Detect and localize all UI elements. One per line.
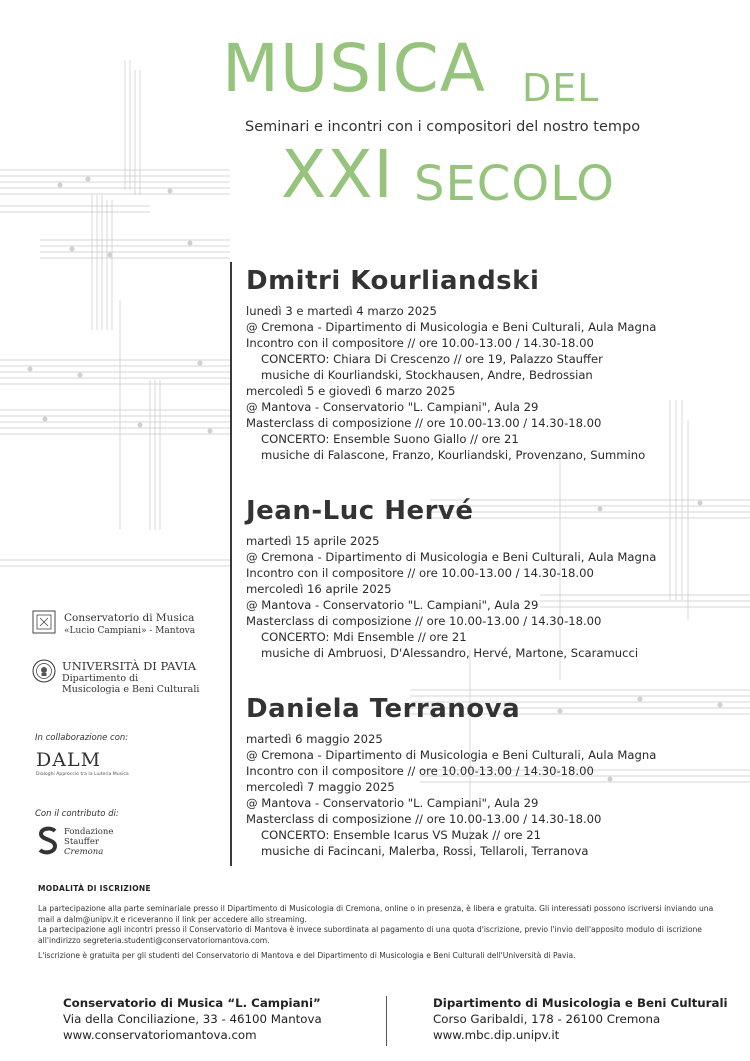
event-concert: CONCERTO: Chiara Di Crescenzo // ore 19, Palazzo Stauffer — [261, 352, 603, 366]
footer-right-website[interactable]: www.mbc.dip.unipv.it — [433, 1028, 560, 1042]
fondazione-line1: Fondazione — [64, 827, 114, 837]
modalita-paragraph-2: La partecipazione agli incontri presso il Conservatorio di Mantova è invece subordinata al pagamento di una quota d'iscrizione, previo l'invio dell'apposito modulo di iscrizione all'indirizzo segreteria.studenti@conservatoriomantova.com. — [38, 925, 702, 945]
event-place: @ Cremona - Dipartimento di Musicologia e Beni Culturali, Aula Magna — [246, 320, 657, 334]
event-music: musiche di Ambruosi, D'Alessandro, Hervé, Martone, Scaramucci — [261, 646, 639, 660]
footer-left — [63, 995, 322, 1043]
title-musica — [222, 30, 486, 107]
event-activity: Incontro con il compositore // ore 10.00-13.00 / 14.30-18.00 — [246, 764, 594, 778]
footer-left-website[interactable]: www.conservatoriomantova.com — [63, 1028, 257, 1042]
unipv-dept-line1: Dipartimento di — [62, 673, 139, 684]
event-place: @ Mantova - Conservatorio "L. Campiani", Aula 29 — [246, 400, 539, 414]
composer-name-herve: Jean-Luc Hervé — [246, 496, 474, 526]
event-activity: Incontro con il compositore // ore 10.00-13.00 / 14.30-18.00 — [246, 336, 594, 350]
modalita-title: MODALITÀ DI ISCRIZIONE — [38, 884, 151, 893]
dalm-logo — [36, 749, 129, 777]
dalm-subline: Dialoghi Approccio tra la Liuteria Musica — [36, 772, 129, 777]
unipv-name: UNIVERSITÀ DI PAVIA — [62, 659, 197, 673]
footer-right — [433, 995, 728, 1043]
event-date: mercoledì 16 aprile 2025 — [246, 582, 392, 596]
event-music: musiche di Kourliandski, Stockhausen, Andre, Bedrossian — [261, 368, 593, 382]
title-word-del: DEL — [522, 66, 600, 110]
modalita-paragraph-3: L'iscrizione è gratuita per gli studenti del Conservatorio di Mantova e del Dipartimento di Musicologia e Beni Culturali dell'Università di Pavia. — [38, 951, 576, 960]
title-secolo — [414, 158, 615, 210]
unipv-dept-line2: Musicologia e Beni Culturali — [62, 684, 200, 695]
event-date: mercoledì 5 e giovedì 6 marzo 2025 — [246, 384, 456, 398]
event-place: @ Mantova - Conservatorio "L. Campiani", Aula 29 — [246, 796, 539, 810]
event-date: lunedì 3 e martedì 4 marzo 2025 — [246, 304, 437, 318]
event-date: martedì 6 maggio 2025 — [246, 732, 383, 746]
conservatorio-emblem-icon — [32, 610, 56, 634]
event-concert: CONCERTO: Mdi Ensemble // ore 21 — [261, 630, 467, 644]
conservatorio-subname: «Lucio Campiani» - Mantova — [64, 626, 196, 636]
event-place: @ Cremona - Dipartimento di Musicologia e Beni Culturali, Aula Magna — [246, 748, 657, 762]
title-word-musica: MUSICA — [222, 30, 486, 107]
footer-right-address: Corso Garibaldi, 178 - 26100 Cremona — [433, 1012, 661, 1026]
title-xxi — [281, 136, 394, 213]
event-date: martedì 15 aprile 2025 — [246, 534, 380, 548]
footer-right-name: Dipartimento di Musicologia e Beni Culturali — [433, 996, 728, 1010]
conservatorio-name: Conservatorio di Musica — [64, 612, 195, 624]
modalita-paragraph-1: La partecipazione alla parte seminariale presso il Dipartimento di Musicologia di Cremona, online o in presenza, è libera e gratuita. Gli interessati possono iscriversi inviando una mail a dalm@unipv.it e riceveranno il link per accedere allo streaming. — [38, 904, 714, 924]
event-activity: Masterclass di composizione // ore 10.00-13.00 / 14.30-18.00 — [246, 812, 602, 826]
dalm-wordmark: DALM — [36, 749, 102, 771]
event-activity: Masterclass di composizione // ore 10.00-13.00 / 14.30-18.00 — [246, 614, 602, 628]
event-date: mercoledì 7 maggio 2025 — [246, 780, 395, 794]
event-activity: Masterclass di composizione // ore 10.00-13.00 / 14.30-18.00 — [246, 416, 602, 430]
fondazione-line2: Stauffer — [64, 837, 99, 847]
event-music: musiche di Falascone, Franzo, Kourliandski, Provenzano, Summino — [261, 448, 646, 462]
composer-name-terranova: Daniela Terranova — [246, 694, 521, 724]
footer-divider — [386, 996, 387, 1046]
unipv-seal-icon — [32, 659, 56, 683]
composer-events-kourliandski — [246, 303, 656, 463]
fondazione-s-icon — [36, 826, 60, 856]
event-activity: Incontro con il compositore // ore 10.00-13.00 / 14.30-18.00 — [246, 566, 594, 580]
event-place: @ Cremona - Dipartimento di Musicologia e Beni Culturali, Aula Magna — [246, 550, 657, 564]
composer-events-terranova — [246, 731, 656, 859]
title-word-secolo: SECOLO — [414, 156, 615, 212]
composer-events-herve — [246, 533, 656, 661]
contrib-label: Con il contributo di: — [35, 809, 119, 819]
vertical-divider — [230, 262, 232, 866]
collab-label: In collaborazione con: — [35, 733, 129, 743]
event-concert: CONCERTO: Ensemble Icarus VS Muzak // ore 21 — [261, 828, 541, 842]
footer-left-address: Via della Conciliazione, 33 - 46100 Mantova — [63, 1012, 322, 1026]
composer-name-kourliandski: Dmitri Kourliandski — [246, 266, 540, 296]
title-del — [522, 68, 599, 108]
subtitle: Seminari e incontri con i compositori del nostro tempo — [245, 119, 641, 135]
event-place: @ Mantova - Conservatorio "L. Campiani", Aula 29 — [246, 598, 539, 612]
event-music: musiche di Facincani, Malerba, Rossi, Tellaroli, Terranova — [261, 844, 589, 858]
modalita-body — [38, 904, 714, 962]
title-word-xxi: XXI — [281, 136, 394, 213]
footer-left-name: Conservatorio di Musica “L. Campiani” — [63, 996, 321, 1010]
event-concert: CONCERTO: Ensemble Suono Giallo // ore 21 — [261, 432, 519, 446]
fondazione-line3: Cremona — [64, 847, 104, 857]
